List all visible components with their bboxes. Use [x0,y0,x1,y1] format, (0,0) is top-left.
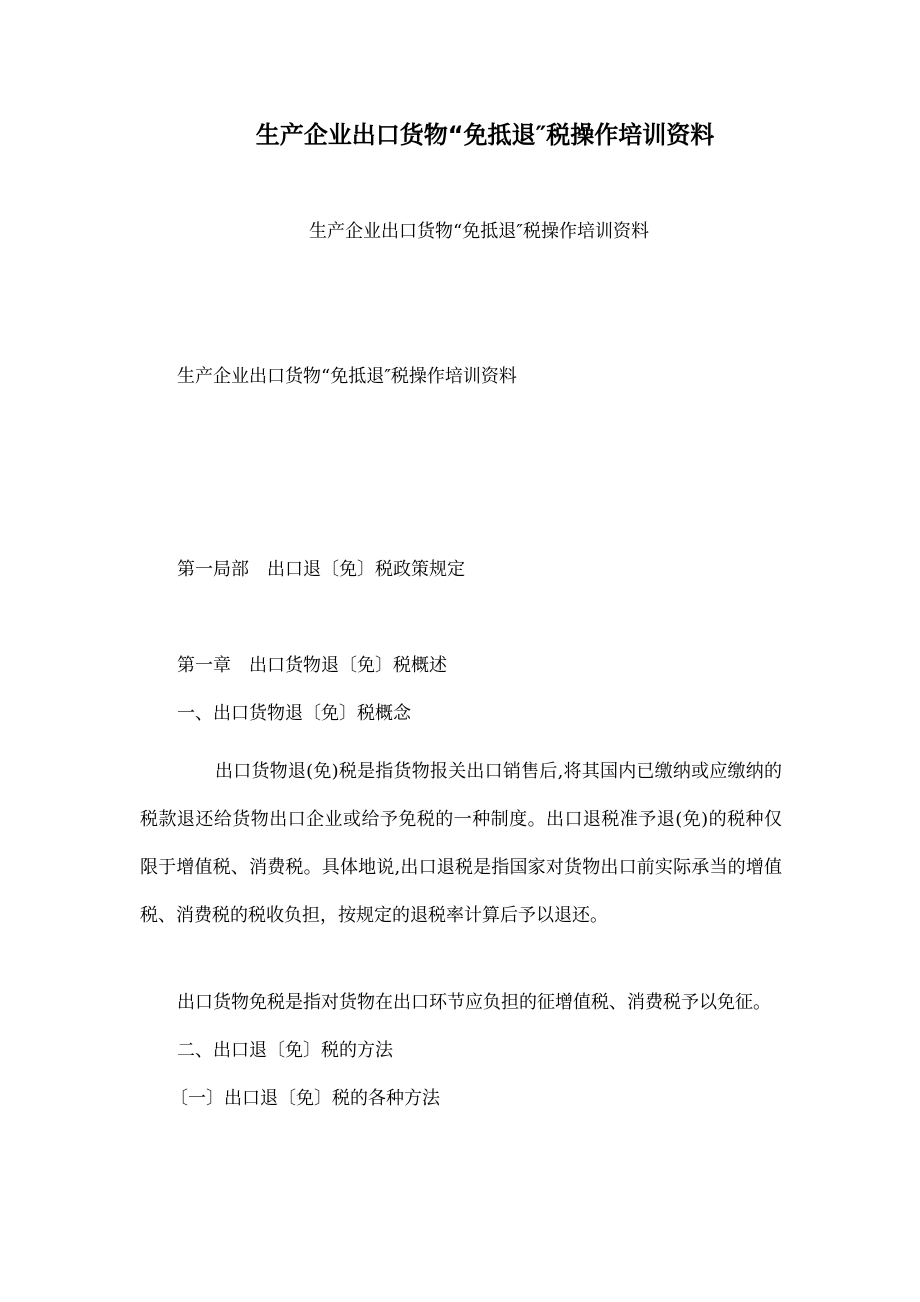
section-heading-1: 一、出口货物退〔免〕税概念 [177,703,411,724]
document-title: 生产企业出口货物“免抵退″税操作培训资料 [255,121,715,149]
part-heading: 第一局部 出口退〔免〕税政策规定 [177,559,465,580]
subsection-heading-1: 〔一〕出口退〔免〕税的各种方法 [170,1088,440,1109]
paragraph-1: 出口货物退(免)税是指货物报关出口销售后,将其国内已缴纳或应缴纳的税款退还给货物出口企业或给予免税的一种制度。出口退税准予退(免)的税种仅限于增值税、消费税。具体地说,出口退税是指国家对货物出口前实际承当的增值税、消费税的税收负担，按规定的退税率计算后予以退还。 [140,761,782,926]
heading-repeat: 生产企业出口货物“免抵退″税操作培训资料 [177,366,517,387]
section-heading-2: 二、出口退〔免〕税的方法 [177,1040,393,1061]
chapter-heading: 第一章 出口货物退〔免〕税概述 [177,655,447,676]
document-subtitle: 生产企业出口货物“免抵退″税操作培训资料 [309,221,649,242]
paragraph-2: 出口货物免税是指对货物在出口环节应负担的征增值税、消费税予以免征。 [177,992,771,1013]
